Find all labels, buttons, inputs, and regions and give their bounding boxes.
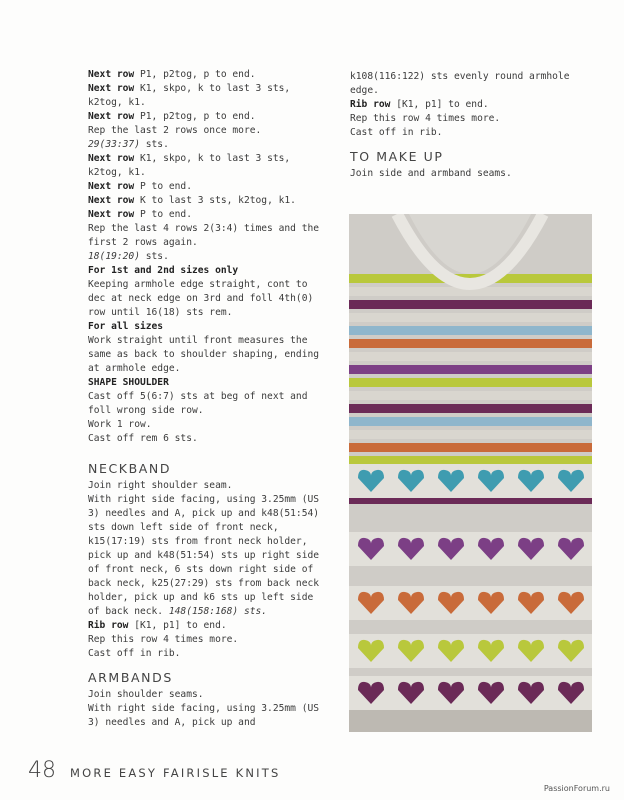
heart-band bbox=[349, 532, 592, 566]
armbands-line: Join shoulder seams. bbox=[88, 689, 204, 700]
armband-rib-row: Rib row [K1, p1] to end. bbox=[350, 99, 489, 110]
subheading-first-sizes: For 1st and 2nd sizes only bbox=[88, 265, 239, 276]
stitch-count: 29(33:37) bbox=[88, 139, 140, 150]
left-column bbox=[88, 68, 320, 730]
instruction-line: Next row K1, skpo, k to last 3 sts, k2tog, k1. bbox=[88, 153, 291, 178]
instruction-all-sizes: Work straight until front measures the same as back to shoulder shaping, ending at armhole edge. bbox=[88, 335, 320, 374]
row-label: Next row bbox=[88, 111, 135, 122]
watermark: PassionForum.ru bbox=[543, 784, 610, 793]
shape-shoulder-line: Work 1 row. bbox=[88, 419, 152, 430]
armband-continuation: k108(116:122) sts evenly round armhole edge. bbox=[350, 71, 570, 96]
instruction-first-sizes: Keeping armhole edge straight, cont to dec at neck edge on 3rd and foll 4th(0) row until 16(18) sts rem. bbox=[88, 279, 314, 318]
neckband-line: Join right shoulder seam. bbox=[88, 480, 233, 491]
instruction-line: Next row K1, skpo, k to last 3 sts, k2tog, k1. bbox=[88, 83, 291, 108]
neckband-heading: NECKBAND bbox=[88, 461, 172, 476]
neckband-stitch-count: 148(158:168) sts. bbox=[168, 606, 268, 617]
make-up-heading: TO MAKE UP bbox=[350, 149, 444, 164]
book-title: MORE EASY FAIRISLE KNITS bbox=[70, 766, 281, 780]
neckband-cast-off: Cast off in rib. bbox=[88, 648, 181, 659]
row-label: Next row bbox=[88, 195, 135, 206]
subheading-all-sizes: For all sizes bbox=[88, 321, 164, 332]
instruction-line: 29(33:37) sts. bbox=[88, 139, 169, 150]
instruction-line: Next row P1, p2tog, p to end. bbox=[88, 69, 256, 80]
heart-band bbox=[349, 676, 592, 710]
instruction-line: Next row P1, p2tog, p to end. bbox=[88, 111, 256, 122]
instruction-line: Rep the last 4 rows 2(3:4) times and the first 2 rows again. bbox=[88, 223, 320, 248]
row-label: Next row bbox=[88, 83, 135, 94]
shape-shoulder-line: Cast off 5(6:7) sts at beg of next and foll wrong side row. bbox=[88, 391, 308, 416]
armbands-paragraph: With right side facing, using 3.25mm (US 3) needles and A, pick up and bbox=[88, 703, 320, 728]
instruction-line: Next row P to end. bbox=[88, 181, 192, 192]
armbands-heading: ARMBANDS bbox=[88, 670, 173, 685]
shape-shoulder-line: Cast off rem 6 sts. bbox=[88, 433, 198, 444]
knit-stripe bbox=[349, 326, 592, 335]
knit-stripe bbox=[349, 300, 592, 309]
knit-stripe bbox=[349, 417, 592, 426]
rib-row-label: Rib row bbox=[88, 620, 129, 631]
neckband-paragraph: With right side facing, using 3.25mm (US 3) needles and A, pick up and k48(51:54) sts down left side of front neck, k15(17:19) sts from front neck holder, pick up and k48(51:54) sts up right side of front neck, 6 sts down right side of back neck, k25(27:29) sts from back neck holder, pick up and k6 sts up left side of back neck. 148(158:168) sts. bbox=[88, 494, 320, 617]
instruction-block-1 bbox=[88, 68, 320, 264]
fairisle-vest-photo bbox=[349, 214, 592, 732]
row-label: Next row bbox=[88, 181, 135, 192]
knit-stripe bbox=[349, 313, 592, 322]
instruction-line: Next row P to end. bbox=[88, 209, 192, 220]
right-column bbox=[350, 70, 594, 181]
page-number: 48 bbox=[28, 758, 56, 783]
stitch-count: 18(19:20) bbox=[88, 251, 140, 262]
page-footer bbox=[28, 758, 281, 788]
row-label: Next row bbox=[88, 209, 135, 220]
knit-stripe bbox=[349, 352, 592, 361]
knit-stripe bbox=[349, 404, 592, 413]
armband-cast-off: Cast off in rib. bbox=[350, 127, 443, 138]
knit-pattern-image bbox=[349, 214, 592, 732]
row-label: Next row bbox=[88, 69, 135, 80]
instruction-line: 18(19:20) sts. bbox=[88, 251, 169, 262]
heart-band bbox=[349, 586, 592, 620]
knit-stripe bbox=[349, 430, 592, 439]
make-up-text: Join side and armband seams. bbox=[350, 168, 512, 179]
knit-stripe bbox=[349, 378, 592, 387]
knit-stripe bbox=[349, 339, 592, 348]
knit-stripe bbox=[349, 443, 592, 452]
neckband-repeat: Rep this row 4 times more. bbox=[88, 634, 239, 645]
neckband-rib-row: Rib row [K1, p1] to end. bbox=[88, 620, 227, 631]
knit-stripe bbox=[349, 365, 592, 374]
knit-stripe bbox=[349, 391, 592, 400]
row-label: Next row bbox=[88, 153, 135, 164]
rib-row-label: Rib row bbox=[350, 99, 391, 110]
ribbed-hem bbox=[349, 710, 592, 732]
instruction-line: Next row K to last 3 sts, k2tog, k1. bbox=[88, 195, 296, 206]
shape-shoulder-heading: SHAPE SHOULDER bbox=[88, 377, 169, 388]
heart-band bbox=[349, 464, 592, 498]
heart-band bbox=[349, 634, 592, 668]
armband-repeat: Rep this row 4 times more. bbox=[350, 113, 501, 124]
knit-stripe bbox=[349, 456, 592, 465]
instruction-line: Rep the last 2 rows once more. bbox=[88, 125, 262, 136]
